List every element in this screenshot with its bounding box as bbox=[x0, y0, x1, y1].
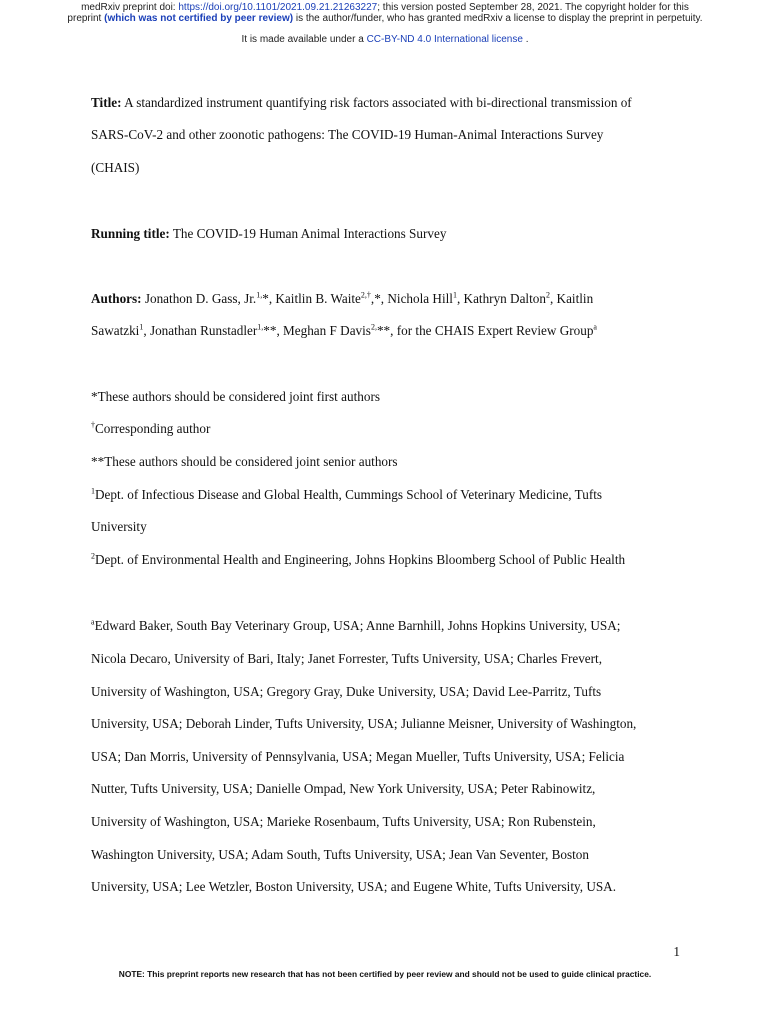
title-label: Title: bbox=[91, 95, 122, 110]
paper-title-line-1: Title: A standardized instrument quantifying risk factors associated with bi-directional transmission of bbox=[91, 95, 632, 110]
review-group-line-8: Washington University, USA; Adam South, Tufts University, USA; Jean Van Seventer, Boston bbox=[91, 847, 589, 862]
review-group-line-7: University of Washington, USA; Marieke Rosenbaum, Tufts University, USA; Ron Rubenstein, bbox=[91, 814, 596, 829]
joint-first-note: *These authors should be considered joint first authors bbox=[91, 389, 380, 404]
footer-note: NOTE: This preprint reports new research that has not been certified by peer review and should not be used to guide clinical practice. bbox=[118, 969, 652, 979]
review-group-line-4: University, USA; Deborah Linder, Tufts University, USA; Julianne Meisner, University of Washington, bbox=[91, 716, 637, 731]
affiliation-2: $^2$Dept. of Environmental Health and Engineering, Johns Hopkins Bloomberg School of Public Health bbox=[91, 551, 626, 567]
doi-link[interactable]: https://doi.org/10.1101/2021.09.21.21263227 bbox=[178, 2, 378, 13]
running-title: Running title: The COVID-19 Human Animal Interactions Survey bbox=[91, 226, 447, 241]
license-line: It is made available under a CC-BY-ND 4.0 International license . bbox=[241, 34, 529, 45]
page-number: 1 bbox=[673, 944, 680, 959]
authors-label: Authors: bbox=[91, 291, 142, 306]
joint-senior-note: **These authors should be considered joint senior authors bbox=[91, 454, 398, 469]
paper-title-line-3: (CHAIS) bbox=[91, 160, 140, 175]
preprint-header-line-1: medRxiv preprint doi: https://doi.org/10.1101/2021.09.21.21263227; this version posted September 28, 2021. The copyright holder for this bbox=[81, 2, 689, 13]
corresponding-note: †Corresponding author bbox=[91, 420, 211, 436]
review-group-line-3: University of Washington, USA; Gregory Gray, Duke University, USA; David Lee-Parritz, Tufts bbox=[91, 684, 602, 699]
running-title-label: Running title: bbox=[91, 226, 170, 241]
license-link[interactable]: CC-BY-ND 4.0 International license bbox=[366, 34, 523, 45]
review-group-line-1: $^a$Edward Baker, South Bay Veterinary Group, USA; Anne Barnhill, Johns Hopkins University, USA; bbox=[91, 617, 621, 633]
review-group-line-6: Nutter, Tufts University, USA; Danielle Ompad, New York University, USA; Peter Rabinowitz, bbox=[91, 781, 596, 796]
paper-title-line-2: SARS-CoV-2 and other zoonotic pathogens: The COVID-19 Human-Animal Interactions Survey bbox=[91, 127, 604, 142]
affiliation-1-line-1: $^1$Dept. of Infectious Disease and Global Health, Cummings School of Veterinary Medicine, Tufts bbox=[91, 486, 603, 502]
review-group-line-9: University, USA; Lee Wetzler, Boston University, USA; and Eugene White, Tufts University, USA. bbox=[91, 879, 617, 894]
peer-review-notice: (which was not certified by peer review) bbox=[104, 13, 294, 24]
affiliation-1-line-2: University bbox=[91, 519, 147, 534]
authors-line-1: Authors: Jonathon D. Gass, Jr.$^{1,}$*, Kaitlin B. Waite$^{2,\dagger}$,*, Nichola Hill$^1$, Kathryn Dalton$^2$, Kaitlin bbox=[91, 290, 594, 306]
preprint-header-line-2: preprint (which was not certified by peer review) is the author/funder, who has granted medRxiv a license to display the preprint in perpetuity. bbox=[67, 13, 703, 24]
review-group-line-5: USA; Dan Morris, University of Pennsylvania, USA; Megan Mueller, Tufts University, USA; Felicia bbox=[91, 749, 625, 764]
authors-line-2: Sawatzki$^1$, Jonathan Runstadler$^{1,}$**, Meghan F Davis$^{2,}$**, for the CHAIS Expert Review Group$^a$ bbox=[91, 322, 597, 338]
review-group-line-2: Nicola Decaro, University of Bari, Italy; Janet Forrester, Tufts University, USA; Charles Frevert, bbox=[91, 651, 602, 666]
